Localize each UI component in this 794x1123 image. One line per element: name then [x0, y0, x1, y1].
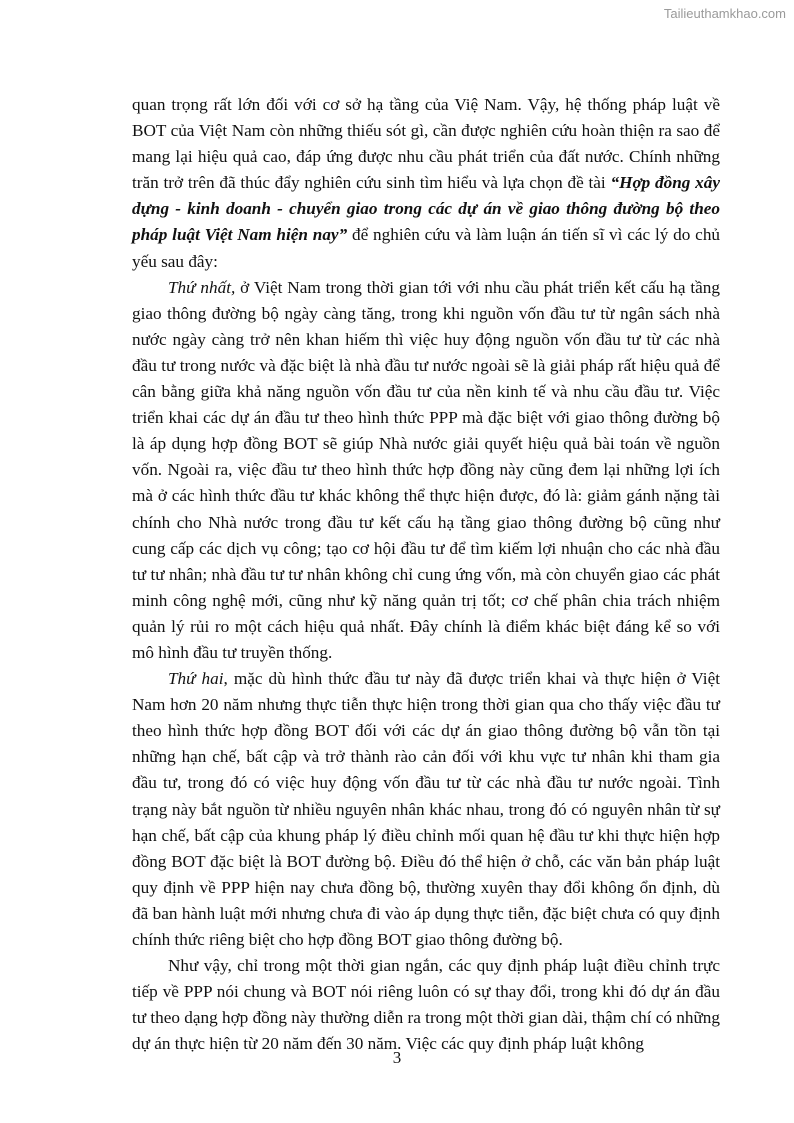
paragraph-intro-text: quan trọng rất lớn đối với cơ sở hạ tầng của Việ Nam. Vậy, hệ thống pháp luật về BOT của Việt Nam còn những thiếu sót gì, cần được nghiên cứu hoàn thiện ra sao để mang lại hiệu quả cao, đáp ứng được nhu cầu phát triển của đất nước. Chính những trăn trở trên đã thúc đẩy nghiên cứu sinh tìm hiểu và lựa chọn đề tài [132, 95, 720, 193]
paragraph-intro [132, 92, 720, 275]
first-reason-text: ở Việt Nam trong thời gian tới với nhu cầu phát triển kết cấu hạ tầng giao thông đường bộ ngày càng tăng, trong khi nguồn vốn đầu tư từ ngân sách nhà nước ngày càng trở nên khan hiếm thì việc huy động nguồn vốn đầu tư từ các nhà đầu tư trong nước và đặc biệt là nhà đầu tư nước ngoài sẽ là giải pháp rất hiệu quả để cân bằng giữa khả năng nguồn vốn đầu tư của nền kinh tế và nhu cầu đầu tư. Việc triển khai các dự án đầu tư theo hình thức PPP mà đặc biệt với giao thông đường bộ là áp dụng hợp đồng BOT sẽ giúp Nhà nước giải quyết hiệu quả bài toán về nguồn vốn. Ngoài ra, việc đầu tư theo hình thức hợp đồng này cũng đem lại những lợi ích mà ở các hình thức đầu tư khác không thể thực hiện được, đó là: giảm gánh nặng tài chính cho Nhà nước trong đầu tư kết cấu hạ tầng giao thông đường bộ cũng như cung cấp các dịch vụ công; tạo cơ hội đầu tư để tìm kiếm lợi nhuận cho các nhà đầu tư tư nhân; nhà đầu tư tư nhân không chỉ cung ứng vốn, mà còn chuyển giao các phát minh công nghệ mới, cũng như kỹ năng quản trị tốt; cơ chế phân chia trách nhiệm quản lý rủi ro một cách hiệu quả nhất. Đây chính là điểm khác biệt đáng kể so với mô hình đầu tư truyền thống. [132, 277, 720, 662]
conclusion-text: Như vậy, chỉ trong một thời gian ngắn, các quy định pháp luật điều chỉnh trực tiếp về PPP nói chung và BOT nói riêng luôn có sự thay đổi, trong khi đó dự án đầu tư theo dạng hợp đồng này thường diễn ra trong một thời gian dài, thậm chí có những dự án thực hiện từ 20 năm đến 30 năm. Việc các quy định pháp luật không [132, 956, 720, 1054]
first-reason-lead: Thứ nhất, [168, 277, 236, 297]
watermark: Tailieuthamkhao.com [663, 6, 786, 21]
paragraph-conclusion [132, 953, 720, 1057]
page-body [132, 92, 720, 1057]
second-reason-lead: Thứ hai [168, 669, 224, 689]
paragraph-first-reason [132, 275, 720, 666]
paragraph-second-reason [132, 666, 720, 953]
page-number: 3 [392, 1048, 402, 1067]
thesis-title: “Hợp đồng xây dựng - kinh doanh - chuyển giao trong các dự án về giao thông đường bộ theo pháp luật Việt Nam hiện nay” [132, 173, 720, 245]
second-reason-text: , mặc dù hình thức đầu tư này đã được triển khai và thực hiện ở Việt Nam hơn 20 năm nhưng thực tiễn thực hiện trong thời gian qua cho thấy việc đầu tư theo hình thức hợp đồng BOT đối với các dự án giao thông đường bộ vẫn tồn tại những hạn chế, bất cập và trở thành rào cản đối với khu vực tư nhân khi tham gia đầu tư, trong đó có việc huy động vốn đầu tư từ các nhà đầu tư nước ngoài. Tình trạng này bắt nguồn từ nhiều nguyên nhân khác nhau, trong đó có nguyên nhân từ sự hạn chế, bất cập của khung pháp lý điều chỉnh mối quan hệ đầu tư khi thực hiện hợp đồng BOT đặc biệt là BOT đường bộ. Điều đó thể hiện ở chỗ, các văn bản pháp luật quy định về PPP hiện nay chưa đồng bộ, thường xuyên thay đổi không ổn định, dù đã ban hành luật mới nhưng chưa đi vào áp dụng thực tiễn, đặc biệt chưa có quy định chính thức riêng biệt cho hợp đồng BOT giao thông đường bộ. [132, 669, 720, 949]
paragraph-intro-tail: để nghiên cứu và làm luận án tiến sĩ vì các lý do chủ yếu sau đây: [132, 225, 721, 271]
